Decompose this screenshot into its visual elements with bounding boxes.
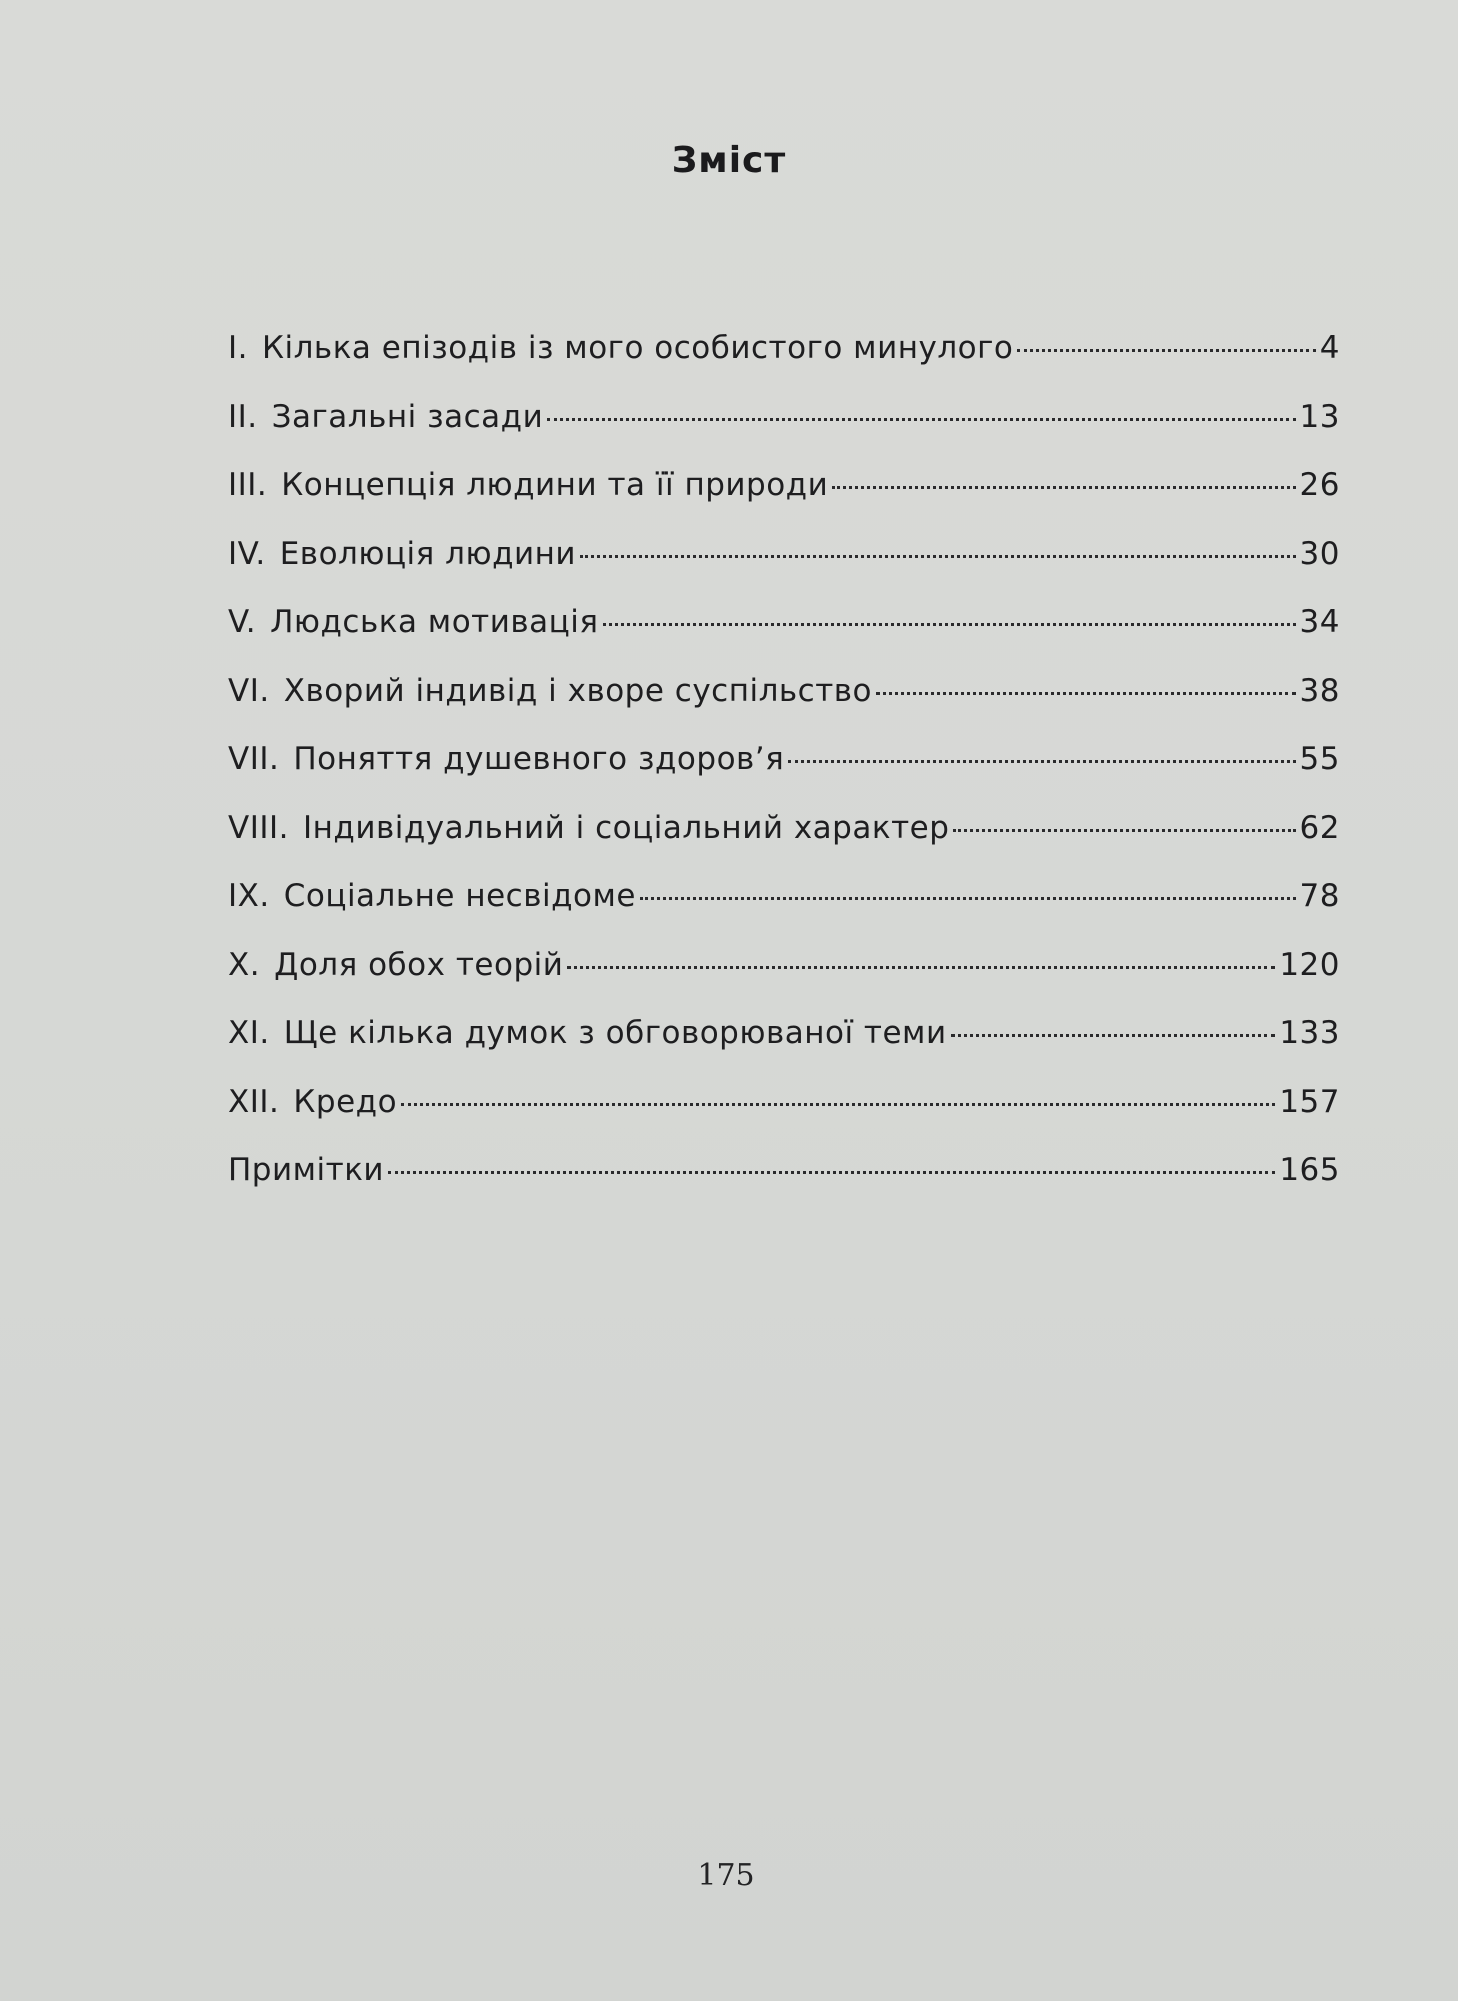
toc-entry-page: 34 xyxy=(1299,604,1340,640)
dot-leader xyxy=(876,692,1296,695)
dot-leader xyxy=(1017,349,1315,352)
toc-entry-page: 26 xyxy=(1299,467,1340,503)
toc-entry xyxy=(228,467,1340,536)
toc-entry-page: 30 xyxy=(1299,535,1340,572)
toc-entry-number: II. xyxy=(228,398,258,435)
toc-entry-number: VII. xyxy=(228,741,280,777)
toc-entry-title: Поняття душевного здоров’я xyxy=(293,741,785,777)
toc-entry xyxy=(228,741,1340,810)
toc-entry-page: 157 xyxy=(1279,1083,1340,1120)
toc-entry-page: 55 xyxy=(1299,741,1340,777)
toc-entry-number: V. xyxy=(228,604,257,640)
toc-entry xyxy=(228,1015,1340,1084)
toc-entry xyxy=(228,1152,1340,1221)
toc-entry-title: Людська мотивація xyxy=(270,604,599,640)
page-title: Зміст xyxy=(671,140,787,181)
toc-entry xyxy=(228,330,1340,399)
toc-entry-number: XI. xyxy=(228,1015,270,1051)
toc-entry-page: 133 xyxy=(1279,1015,1340,1051)
toc-entry-page: 4 xyxy=(1319,330,1340,366)
dot-leader xyxy=(567,966,1275,969)
toc-entry xyxy=(228,604,1340,673)
toc-entry-title: Загальні засади xyxy=(271,398,544,435)
toc-entry xyxy=(228,810,1340,879)
toc-entry xyxy=(228,878,1340,947)
toc-entry-title: Кредо xyxy=(293,1083,398,1120)
toc-entry-title: Еволюція людини xyxy=(279,535,577,572)
toc-entry-title: Доля обох теорій xyxy=(274,946,564,983)
toc-entry-title: Хворий індивід і хворе суспільство xyxy=(283,672,873,709)
toc-entry-number: IX. xyxy=(228,878,270,914)
toc-entry-title: Індивідуальний і соціальний характер xyxy=(303,809,950,846)
toc-entry-page: 38 xyxy=(1299,672,1340,709)
dot-leader xyxy=(547,418,1295,421)
dot-leader xyxy=(951,1034,1276,1037)
dot-leader xyxy=(603,623,1296,626)
toc-entry-number: I. xyxy=(228,330,248,366)
table-of-contents xyxy=(228,330,1340,1221)
dot-leader xyxy=(788,760,1295,763)
dot-leader xyxy=(580,555,1295,558)
toc-entry-title: Примітки xyxy=(228,1152,385,1188)
toc-entry-title: Ще кілька думок з обговорюваної теми xyxy=(283,1015,947,1051)
toc-entry-page: 13 xyxy=(1299,398,1340,435)
dot-leader xyxy=(401,1103,1275,1106)
toc-entry xyxy=(228,1084,1340,1153)
toc-entry-page: 62 xyxy=(1299,809,1340,846)
toc-entry-number: III. xyxy=(228,467,268,503)
toc-entry-number: VIII. xyxy=(228,809,289,846)
toc-entry-number: XII. xyxy=(228,1083,280,1120)
toc-entry-page: 165 xyxy=(1279,1152,1340,1188)
toc-entry-title: Кілька епізодів із мого особистого минулого xyxy=(262,330,1014,366)
dot-leader xyxy=(832,486,1295,489)
toc-entry xyxy=(228,536,1340,605)
toc-entry-page: 78 xyxy=(1299,878,1340,914)
dot-leader xyxy=(953,829,1295,832)
toc-entry-number: IV. xyxy=(228,535,266,572)
toc-entry-title: Концепція людини та її природи xyxy=(281,467,829,503)
toc-entry xyxy=(228,673,1340,742)
toc-entry-number: VI. xyxy=(228,672,270,709)
toc-entry-number: X. xyxy=(228,946,261,983)
toc-entry-page: 120 xyxy=(1279,946,1340,983)
toc-entry xyxy=(228,947,1340,1016)
dot-leader xyxy=(388,1171,1275,1174)
toc-entry-title: Соціальне несвідоме xyxy=(283,878,636,914)
toc-entry xyxy=(228,399,1340,468)
page-number: 175 xyxy=(697,1858,755,1893)
dot-leader xyxy=(640,897,1296,900)
